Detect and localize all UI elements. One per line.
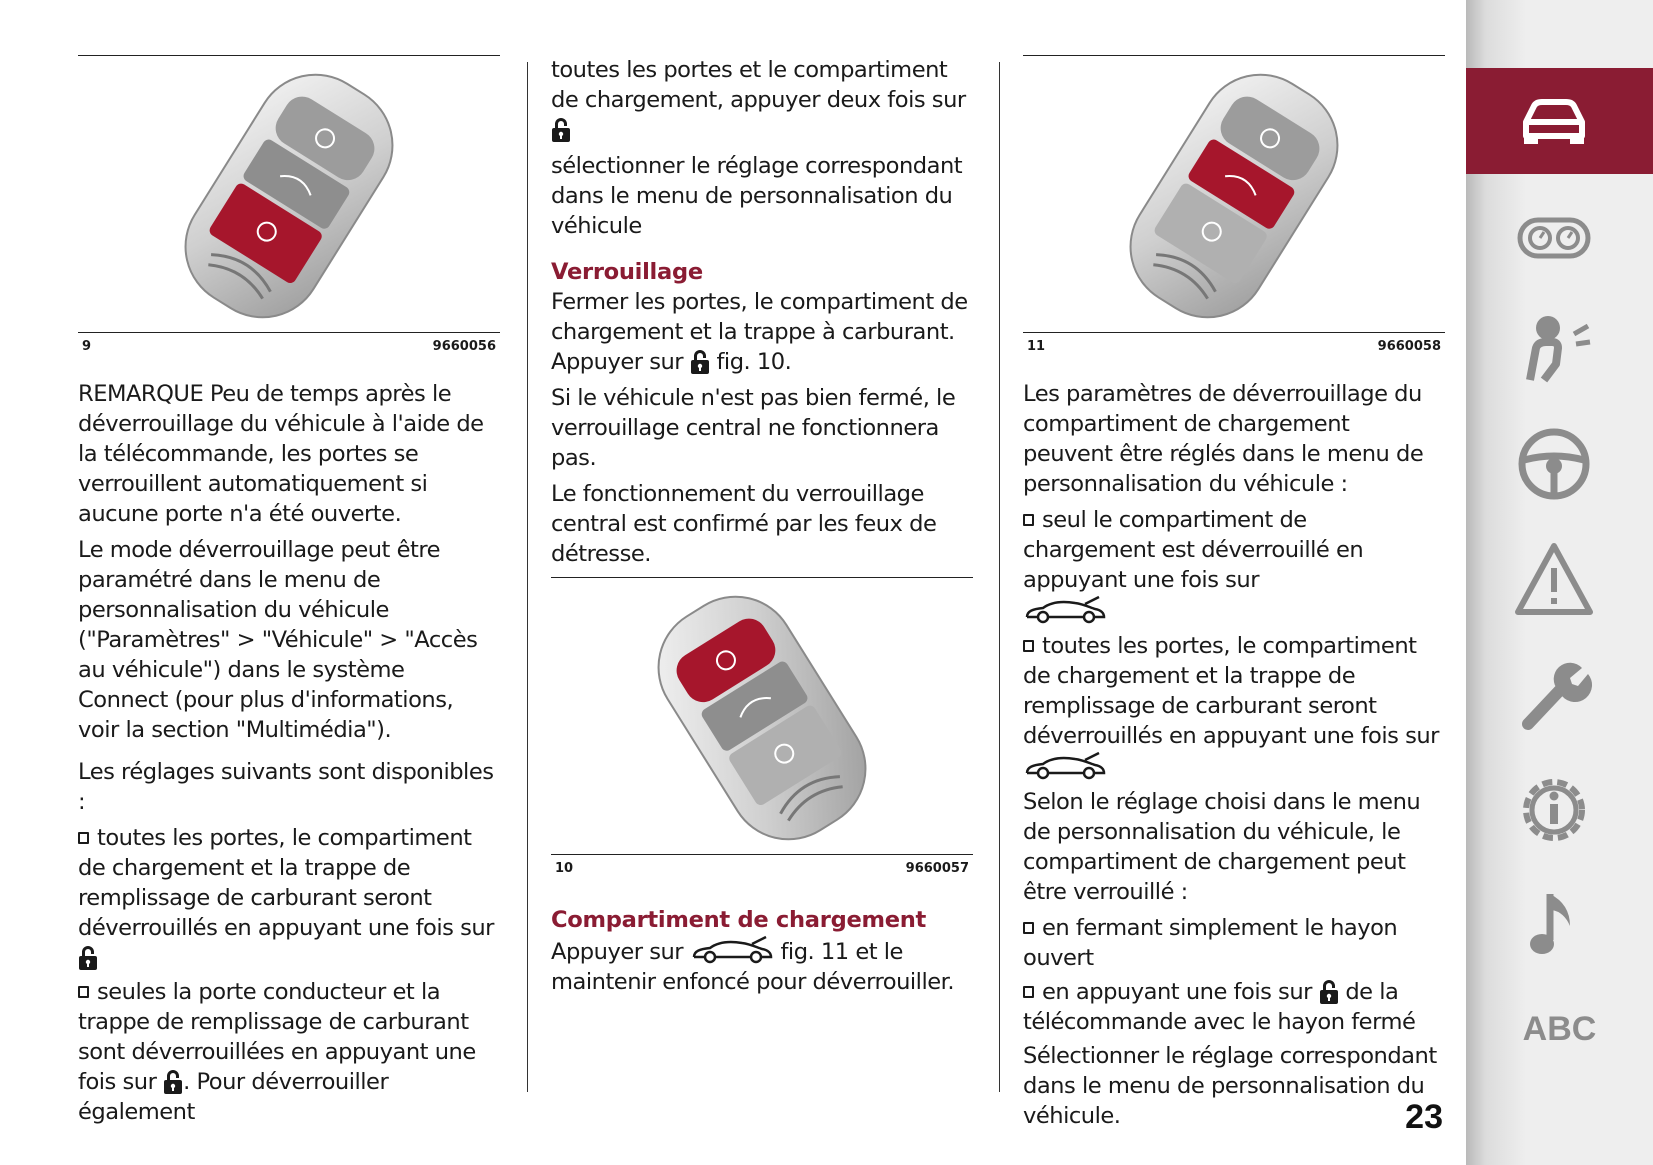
warning-triangle-icon[interactable] bbox=[1514, 540, 1594, 620]
list-item bbox=[78, 977, 500, 1127]
music-note-icon[interactable] bbox=[1514, 884, 1594, 964]
available-settings-paragraph: Les réglages suivants sont disponibles : bbox=[78, 759, 494, 815]
mode-paragraph: Le mode déverrouillage peut être paramétré dans le menu de personnalisation du véhicule ("Paramètres" > "Véhicule" > "Accès au véhicule") dans le système Connect (pour plus d'informations, voir la section "Multimédia"). bbox=[78, 537, 478, 743]
confirm-paragraph: Le fonctionnement du verrouillage central est confirmé par les feux de détresse. bbox=[551, 481, 937, 567]
selon-paragraph: Selon le réglage choisi dans le menu de personnalisation du véhicule, le compartiment de chargement peut être verrouillé : bbox=[1023, 789, 1421, 905]
figure-reference: fig. 10. bbox=[716, 349, 792, 375]
paragraph-text: fig. 11 et le maintenir enfoncé pour déverrouiller. bbox=[551, 939, 955, 995]
paragraph-text: Appuyer sur bbox=[551, 349, 684, 375]
figure-10 bbox=[551, 577, 973, 883]
list-item-text: . Pour déverrouiller également bbox=[78, 1069, 389, 1125]
list-item-text: toutes les portes, le compartiment de chargement et la trappe de remplissage de carburant seront déverrouillés en appuyant une fois sur bbox=[78, 825, 494, 941]
checkbox-bullet-icon bbox=[78, 986, 89, 998]
checkbox-bullet-icon bbox=[1023, 922, 1034, 934]
figure-number: 10 bbox=[555, 861, 574, 876]
seatbelt-airbag-icon[interactable] bbox=[1514, 308, 1594, 388]
list-item bbox=[1023, 977, 1445, 1037]
lock-icon bbox=[690, 349, 710, 375]
list-item-text: de la télécommande avec le hayon fermé bbox=[1023, 979, 1416, 1035]
list-item bbox=[1023, 631, 1445, 783]
paragraph-text: toutes les portes et le compartiment de chargement, appuyer deux fois sur bbox=[551, 57, 966, 113]
key-fob-illustration bbox=[1084, 62, 1384, 330]
list-item-text: seul le compartiment de chargement est déverrouillé en appuyant une fois sur bbox=[1023, 507, 1364, 593]
list-item-text: toutes les portes, le compartiment de chargement et la trappe de remplissage de carburant seront déverrouillés en appuyant une fois sur bbox=[1023, 633, 1439, 749]
paragraph-text: Appuyer sur bbox=[551, 939, 684, 965]
column-right bbox=[1023, 55, 1445, 1137]
column-divider bbox=[527, 62, 528, 1092]
heading-verrouillage: Verrouillage bbox=[551, 259, 703, 285]
checkbox-bullet-icon bbox=[1023, 640, 1034, 652]
not-closed-paragraph: Si le véhicule n'est pas bien fermé, le verrouillage central ne fonctionnera pas. bbox=[551, 385, 956, 471]
wrench-icon[interactable] bbox=[1514, 654, 1594, 734]
cargo-paragraph bbox=[551, 935, 973, 997]
steering-wheel-icon[interactable] bbox=[1514, 424, 1594, 504]
key-fob-illustration bbox=[139, 62, 439, 330]
paragraph-text: Fermer les portes, le compartiment de chargement et la trappe à carburant. bbox=[551, 289, 968, 345]
heading-compartiment: Compartiment de chargement bbox=[551, 907, 927, 933]
list-item-text: en fermant simplement le hayon ouvert bbox=[1023, 915, 1398, 971]
lock-paragraph bbox=[551, 287, 973, 377]
car-trunk-icon bbox=[1023, 595, 1107, 625]
figure-top-rule bbox=[78, 55, 500, 56]
figure-9 bbox=[78, 55, 500, 361]
key-fob-illustration bbox=[612, 584, 912, 852]
figure-caption bbox=[551, 855, 973, 883]
figure-top-rule bbox=[1023, 55, 1445, 56]
list-item bbox=[1023, 505, 1445, 627]
list-item bbox=[78, 823, 500, 973]
list-item bbox=[1023, 913, 1445, 973]
figure-code: 9660056 bbox=[432, 339, 496, 354]
chapter-sidebar bbox=[1466, 0, 1653, 1165]
figure-caption bbox=[1023, 333, 1445, 361]
checkbox-bullet-icon bbox=[1023, 986, 1034, 998]
info-gear-icon[interactable] bbox=[1514, 770, 1594, 850]
remark-paragraph: REMARQUE Peu de temps après le déverrouillage du véhicule à l'aide de la télécommande, les portes se verrouillent automatiquement si aucune porte n'a été ouverte. bbox=[78, 381, 484, 527]
figure-code: 9660057 bbox=[905, 861, 969, 876]
intro-paragraph: Les paramètres de déverrouillage du compartiment de chargement peuvent être réglés dans le menu de personnalisation du véhicule : bbox=[1023, 381, 1424, 497]
sidebar-item-index[interactable]: ABC bbox=[1522, 1010, 1597, 1048]
lock-icon bbox=[551, 117, 571, 143]
figure-caption bbox=[78, 333, 500, 361]
list-item-text: en appuyant une fois sur bbox=[1042, 979, 1312, 1005]
car-trunk-icon bbox=[1023, 751, 1107, 781]
figure-11 bbox=[1023, 55, 1445, 361]
page-number: 23 bbox=[1405, 1098, 1443, 1136]
figure-code: 9660058 bbox=[1377, 339, 1441, 354]
column-middle bbox=[551, 55, 973, 1003]
lock-icon bbox=[78, 945, 98, 971]
column-divider bbox=[999, 62, 1000, 1092]
select-setting-paragraph: sélectionner le réglage correspondant dans le menu de personnalisation du véhicule bbox=[551, 153, 963, 239]
dashboard-gauges-icon[interactable] bbox=[1514, 198, 1594, 278]
continued-paragraph bbox=[551, 55, 973, 145]
car-front-icon[interactable] bbox=[1514, 82, 1594, 162]
checkbox-bullet-icon bbox=[1023, 514, 1034, 526]
lock-icon bbox=[163, 1069, 183, 1095]
select-paragraph: Sélectionner le réglage correspondant dans le menu de personnalisation du véhicule. bbox=[1023, 1043, 1437, 1129]
checkbox-bullet-icon bbox=[78, 832, 89, 844]
car-trunk-icon bbox=[690, 935, 774, 965]
figure-top-rule bbox=[551, 577, 973, 578]
list-item-text: seules la porte conducteur et la trappe de remplissage de carburant sont déverrouillées en appuyant une fois sur bbox=[78, 979, 476, 1095]
lock-icon bbox=[1319, 979, 1339, 1005]
column-left bbox=[78, 55, 500, 1131]
figure-number: 9 bbox=[82, 339, 92, 354]
figure-number: 11 bbox=[1027, 339, 1046, 354]
